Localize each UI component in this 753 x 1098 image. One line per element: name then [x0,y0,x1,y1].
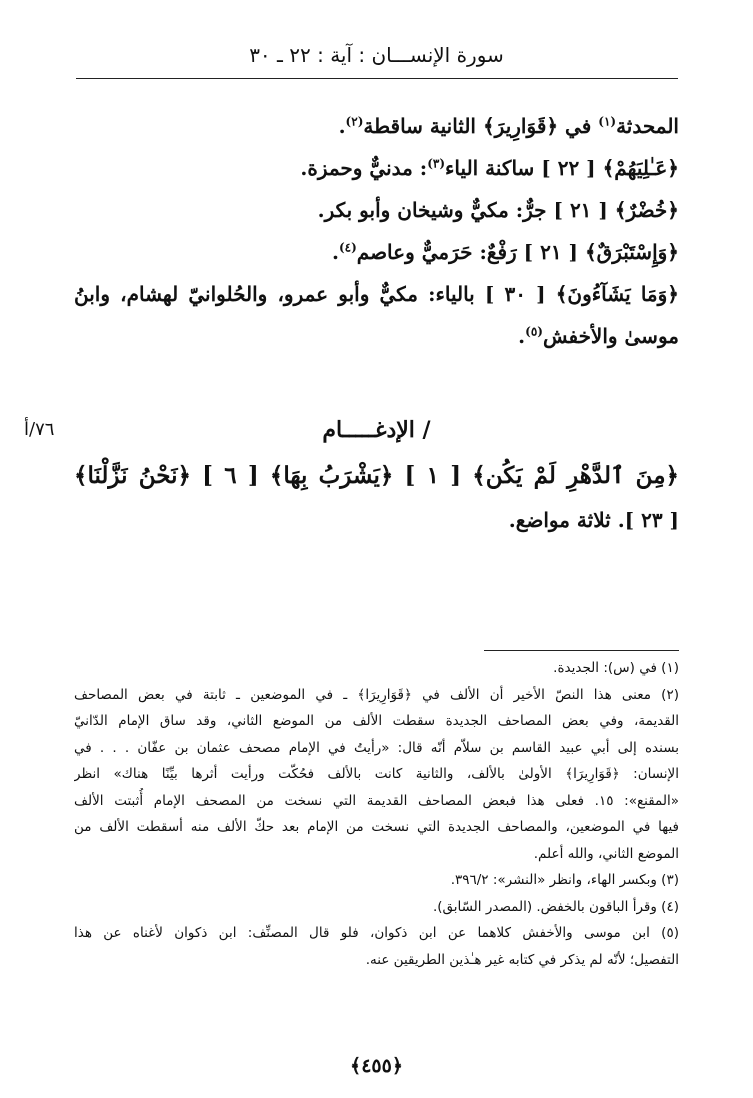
footnote-line: الموضع الثاني، والله أعلم. [533,845,679,862]
quran-verses-line: ﴿مِنَ ٱلدَّهْرِ لَمْ يَكُن﴾ [ ١ ] ﴿يَشْرَبُ بِهَا﴾ [ ٦ ] ﴿نَحْنُ نَزَّلْنَا﴾ [74,462,679,489]
page-number: ﴿٤٥٥﴾ [350,1055,403,1077]
count-line: [ ٢٣ ]. ثلاثة مواضع. [508,508,679,532]
running-header: سورة الإنســـان : آية : ٢٢ ـ ٣٠ [249,43,504,67]
footnote-line: «المقنع»: ١٥. فعلى هذا فبعض المصاحف القديمة التي نسخت من المصحف الإمام أُثبتت الألف [74,792,679,809]
footnote-line: بسنده إلى أبي عبيد القاسم بن سلاّم أنّه قال: «رأيتُ في الإمام مصحف عثمان بن عفّان . . . في [74,739,679,756]
footnote-line: (٣) وبكسر الهاء، وانظر «النشر»: ٣٩٦/٢. [450,872,679,888]
footnote-line: (٥) ابن موسى والأخفش كلاهما عن ابن ذكوان، فلو قال المصنِّف: ابن ذكوان لأغناه عن هذا [74,925,679,941]
footnotes [74,655,679,973]
text-line-6: موسىٰ والأخفش$^{(٥)}$. [518,324,679,348]
manuscript-folio-mark: ٧٦/أ [24,419,55,440]
footnote-line: الإنسان: ﴿قَوَارِيرَا﴾ الأولىٰ بالألف، والثانية كانت بالألف فحُكّت ورأيت أثرها بيِّنًا هناك» انظر [74,766,679,782]
footnote-line: (٢) معنى هذا النصّ الأخير أن الألف في ﴿قَوَارِيرَا﴾ ـ في الموضعين ـ ثابتة في بعض المصاحف [74,686,679,703]
text-line-2: ﴿عَـٰلِيَهُمْ﴾ [ ٢٢ ] ساكنة الياء$^{(٣)}$: مدنيٌّ وحمزة. [300,156,679,180]
footnote-line: القديمة، وفي بعض المصاحف الجديدة سقطت الألف من الموضع الثاني، وقد ساق الإمام الدّانيّ [74,713,679,729]
text-line-4: ﴿وَإِسْتَبْرَقٌ﴾ [ ٢١ ] رَفْعٌ: حَرَميٌّ وعاصم$^{(٤)}$. [331,240,679,264]
footnote-line: (٤) وقرأ الباقون بالخفض. (المصدر السّابق). [432,898,679,915]
idgham-section [24,410,679,538]
text-line-3: ﴿خُضْرٌ﴾ [ ٢١ ] جرٌّ: مكيٌّ وشيخان وأبو بكر. [317,198,679,222]
section-title: / الإدغـــــام [322,417,431,443]
footnote-line: (١) في (س): الجديدة. [553,660,679,676]
text-line-5: ﴿وَمَا يَشَآءُونَ﴾ [ ٣٠ ] بالياء: مكيٌّ وأبو عمرو، والحُلوانيّ لهشام، وابنُ [74,282,679,306]
header-divider [76,78,678,79]
footnote-line: فيها في الموضعين، والمصاحف الجديدة التي نسخت من الإمام بعد حكّ الألف منه أسقطت الألف من [74,819,679,835]
text-line-1: المحدثة$^{(١)}$ في ﴿قَوَارِيرَ﴾ الثانية ساقطة$^{(٢)}$. [338,114,679,138]
footnote-line: التفصيل؛ لأنّه لم يذكر في كتابه غير هـٰذين الطريقين عنه. [365,951,679,968]
footnote-divider [484,650,679,651]
main-text [74,105,679,357]
